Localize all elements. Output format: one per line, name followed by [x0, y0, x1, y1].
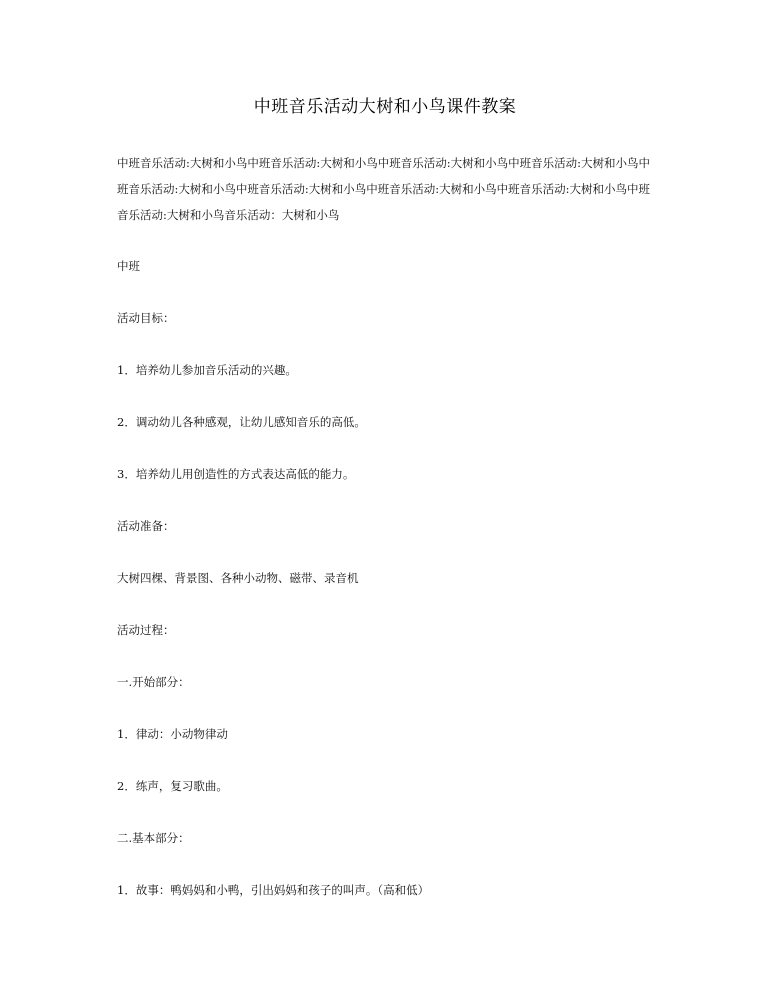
list-item: 2．调动幼儿各种感观，让幼儿感知音乐的高低。: [117, 415, 366, 429]
section-heading-opening: 一.开始部分：: [117, 675, 190, 689]
paragraph-class-level: 中班: [117, 259, 140, 273]
list-item: 1．律动：小动物律动: [117, 727, 228, 741]
list-item: 3．培养幼儿用创造性的方式表达高低的能力。: [117, 467, 355, 481]
intro-paragraph: 中班音乐活动:大树和小鸟中班音乐活动:大树和小鸟中班音乐活动:大树和小鸟中班音乐活动:大树和小鸟中班音乐活动:大树和小鸟中班音乐活动:大树和小鸟中班音乐活动:大树和小鸟中班音乐活动:大树和小鸟中班音乐活动:大树和小鸟音乐活动：大树和小鸟: [117, 156, 650, 222]
list-item: 2．练声，复习歌曲。: [117, 779, 228, 793]
heading-activity-goals: 活动目标：: [117, 311, 175, 325]
document-title: 中班音乐活动大树和小鸟课件教案: [253, 97, 517, 117]
heading-activity-process: 活动过程：: [117, 623, 175, 637]
paragraph-materials: 大树四棵、背景图、各种小动物、磁带、录音机: [117, 571, 359, 585]
list-item: 1．故事：鸭妈妈和小鸭，引出妈妈和孩子的叫声。（高和低）: [117, 883, 430, 897]
section-heading-main: 二.基本部分：: [117, 831, 190, 845]
list-item: 1．培养幼儿参加音乐活动的兴趣。: [117, 363, 297, 377]
heading-activity-preparation: 活动准备：: [117, 519, 175, 533]
